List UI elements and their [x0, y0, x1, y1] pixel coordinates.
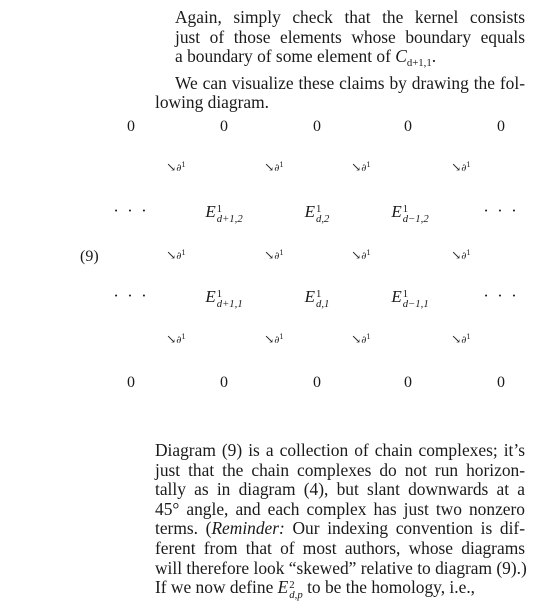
differential-arrow: ↘∂$^1$	[451, 332, 471, 346]
differential-arrow: ↘∂$^1$	[264, 248, 284, 262]
differential-arrow: ↘∂$^1$	[264, 332, 284, 346]
text-line: just that the chain complexes do not run horizon-	[155, 459, 525, 480]
text-line: Diagram (9) is a collection of chain complexes; it’s	[155, 440, 525, 460]
zero-term: 0	[404, 374, 412, 391]
e1-term: E 1 d,2	[304, 202, 330, 225]
zero-term: 0	[313, 374, 321, 391]
ellipsis: · · ·	[483, 286, 519, 305]
zero-term: 0	[220, 118, 228, 135]
math-e2: E 2 d,p	[277, 577, 303, 601]
differential-arrow: ↘∂$^1$	[166, 248, 186, 262]
zero-term: 0	[404, 118, 412, 135]
text-line: lowing diagram.	[155, 92, 269, 113]
zero-term: 0	[497, 118, 505, 135]
zero-term: 0	[497, 374, 505, 391]
text-line: terms. (Reminder: Our indexing convention is dif-	[155, 518, 526, 539]
text-line: 45° angle, and each complex has just two nonzero	[155, 498, 525, 519]
differential-arrow: ↘∂$^1$	[451, 248, 471, 262]
e1-term: E 1 d−1,1	[391, 287, 429, 310]
differential-arrow: ↘∂$^1$	[166, 160, 186, 174]
e1-term: E 1 d−1,2	[391, 202, 429, 225]
text-line: We can visualize these claims by drawing the fol-	[175, 72, 525, 93]
equation-number: (9)	[80, 248, 99, 265]
differential-arrow: ↘∂$^1$	[166, 332, 186, 346]
e1-term: E 1 d+1,2	[205, 202, 243, 225]
e1-term: E 1 d,1	[304, 287, 330, 310]
text-line: tally as in diagram (4), but slant downwards at a	[155, 479, 525, 500]
e1-term: E 1 d+1,1	[205, 287, 243, 310]
differential-arrow: ↘∂$^1$	[451, 160, 471, 174]
differential-arrow: ↘∂$^1$	[351, 248, 371, 262]
ellipsis: · · ·	[113, 201, 149, 220]
zero-term: 0	[313, 118, 321, 135]
text-line: will therefore look “skewed” relative to diagram (9).)	[155, 557, 527, 578]
zero-term: 0	[220, 374, 228, 391]
zero-term: 0	[127, 118, 135, 135]
text-line: Again, simply check that the kernel consists	[175, 7, 525, 27]
paragraph-bottom	[155, 441, 525, 600]
text-line: If we now define E 2 d,p to be the homology, i.e.,	[155, 577, 476, 601]
text-line: a boundary of some element of $C_{d+1,1}$.	[175, 46, 437, 69]
ellipsis: · · ·	[483, 201, 519, 220]
math-c: $C_{d+1,1}$	[395, 46, 432, 69]
text-line: ferent from that of most authors, whose diagrams	[155, 537, 525, 558]
paragraph-top	[155, 8, 525, 113]
differential-arrow: ↘∂$^1$	[351, 332, 371, 346]
differential-arrow: ↘∂$^1$	[351, 160, 371, 174]
text-line: just of those elements whose boundary equals	[175, 26, 525, 47]
zero-term: 0	[127, 374, 135, 391]
ellipsis: · · ·	[113, 286, 149, 305]
reminder-label: Reminder:	[211, 518, 285, 539]
differential-arrow: ↘∂$^1$	[264, 160, 284, 174]
